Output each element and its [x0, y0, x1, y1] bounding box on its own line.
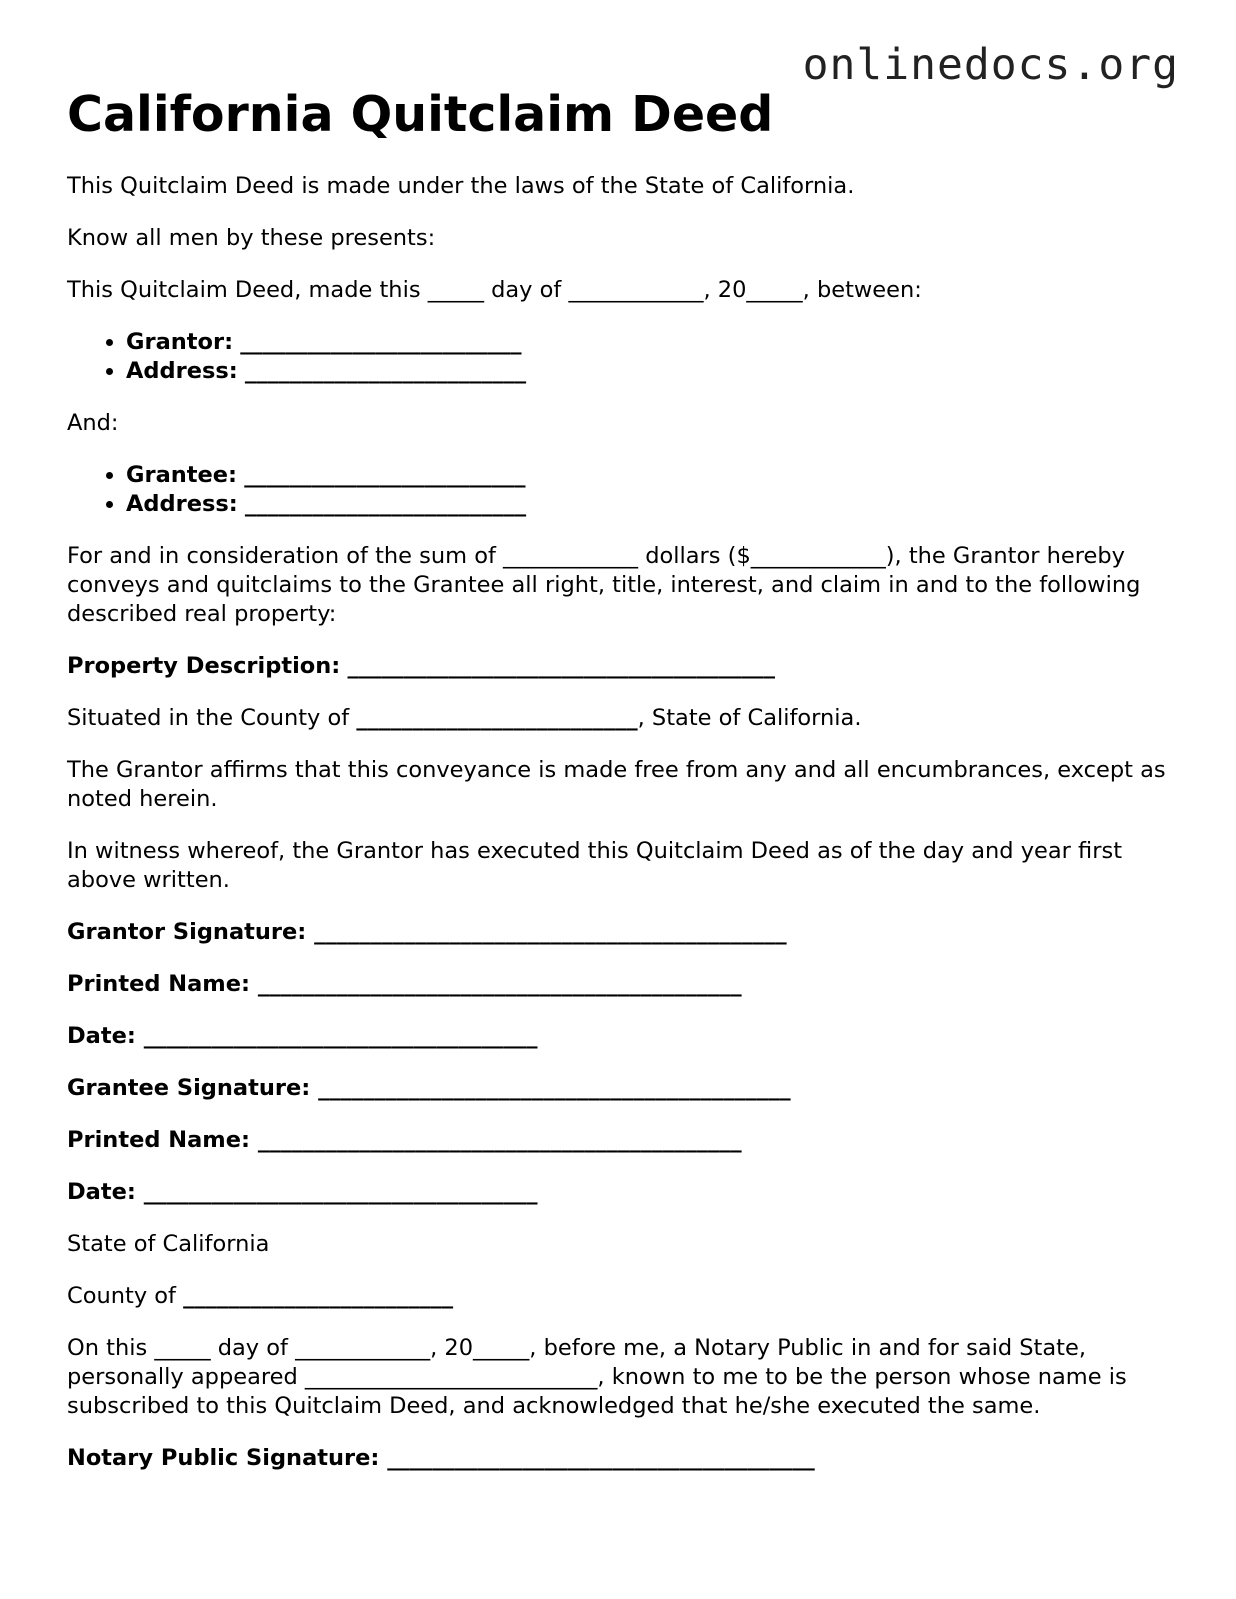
- grantee-printed-name-line: [67, 1126, 1177, 1155]
- grantee-signature-label: Grantee Signature:: [67, 1075, 311, 1101]
- made-this-paragraph: This Quitclaim Deed, made this _____ day of ____________, 20_____, between:: [67, 277, 922, 303]
- notary-signature-label: Notary Public Signature:: [67, 1445, 380, 1471]
- grantor-label: Grantor:: [126, 329, 234, 355]
- grantee-date-blank[interactable]: ___________________________________: [143, 1179, 538, 1205]
- grantee-address-blank[interactable]: _________________________: [244, 491, 527, 517]
- document-title: California Quitclaim Deed: [67, 86, 774, 143]
- grantor-address-blank[interactable]: _________________________: [244, 358, 527, 384]
- grantor-printed-name-line: [67, 970, 1177, 999]
- property-description-line: [67, 652, 1177, 681]
- grantee-item: [126, 461, 1177, 490]
- consideration-paragraph: For and in consideration of the sum of ____________ dollars ($____________), the Grantor hereby conveys and quitclaims to the Grantee all right, title, interest, and claim in and to the following described real property:: [67, 543, 1141, 627]
- grantor-blank[interactable]: _________________________: [240, 329, 522, 355]
- grantor-list: [67, 328, 1177, 386]
- notary-signature-line: [67, 1444, 1177, 1473]
- grantee-date-label: Date:: [67, 1179, 136, 1205]
- grantor-signature-blank[interactable]: __________________________________________: [314, 919, 787, 945]
- witness-paragraph: In witness whereof, the Grantor has executed this Quitclaim Deed as of the day and year first above written.: [67, 838, 1123, 893]
- grantee-label: Grantee:: [126, 462, 238, 488]
- affirms-paragraph: The Grantor affirms that this conveyance is made free from any and all encumbrances, except as noted herein.: [67, 757, 1166, 812]
- grantee-list: [67, 461, 1177, 519]
- grantor-item: [126, 328, 1177, 357]
- property-description-blank[interactable]: ______________________________________: [347, 653, 775, 679]
- notary-county-blank[interactable]: ________________________: [183, 1283, 454, 1309]
- know-all-paragraph: Know all men by these presents:: [67, 225, 436, 251]
- grantee-blank[interactable]: _________________________: [244, 462, 526, 488]
- grantee-signature-line: [67, 1074, 1177, 1103]
- watermark: onlinedocs.org: [802, 40, 1179, 90]
- grantor-signature-label: Grantor Signature:: [67, 919, 307, 945]
- grantor-date-line: [67, 1022, 1177, 1051]
- notary-signature-blank[interactable]: ______________________________________: [387, 1445, 815, 1471]
- document: [67, 82, 1177, 1473]
- notary-paragraph: On this _____ day of ____________, 20_____, before me, a Notary Public in and for said State, personally appeared __________________________, known to me to be the person whose name is subscribed to this Quitclaim Deed, and acknowledged that he/she executed the same.: [67, 1335, 1127, 1419]
- grantee-signature-blank[interactable]: __________________________________________: [318, 1075, 791, 1101]
- grantor-printed-name-blank[interactable]: ___________________________________________: [257, 971, 742, 997]
- grantor-address-item: [126, 357, 1177, 386]
- grantor-date-label: Date:: [67, 1023, 136, 1049]
- and-paragraph: And:: [67, 410, 119, 436]
- county-line: [67, 704, 1177, 733]
- grantee-address-item: [126, 490, 1177, 519]
- county-blank[interactable]: _________________________: [356, 705, 638, 731]
- notary-county-line: [67, 1282, 1177, 1311]
- county-prefix: Situated in the County of: [67, 705, 350, 731]
- grantor-signature-line: [67, 918, 1177, 947]
- grantor-printed-name-label: Printed Name:: [67, 971, 250, 997]
- grantor-address-label: Address:: [126, 358, 238, 384]
- state-line: State of California: [67, 1231, 270, 1257]
- grantee-address-label: Address:: [126, 491, 238, 517]
- property-description-label: Property Description:: [67, 653, 341, 679]
- intro-paragraph: This Quitclaim Deed is made under the laws of the State of California.: [67, 173, 855, 199]
- grantee-printed-name-blank[interactable]: ___________________________________________: [257, 1127, 742, 1153]
- grantee-printed-name-label: Printed Name:: [67, 1127, 250, 1153]
- county-suffix: , State of California.: [637, 705, 862, 731]
- grantee-date-line: [67, 1178, 1177, 1207]
- grantor-date-blank[interactable]: ___________________________________: [143, 1023, 538, 1049]
- notary-county-prefix: County of: [67, 1283, 176, 1309]
